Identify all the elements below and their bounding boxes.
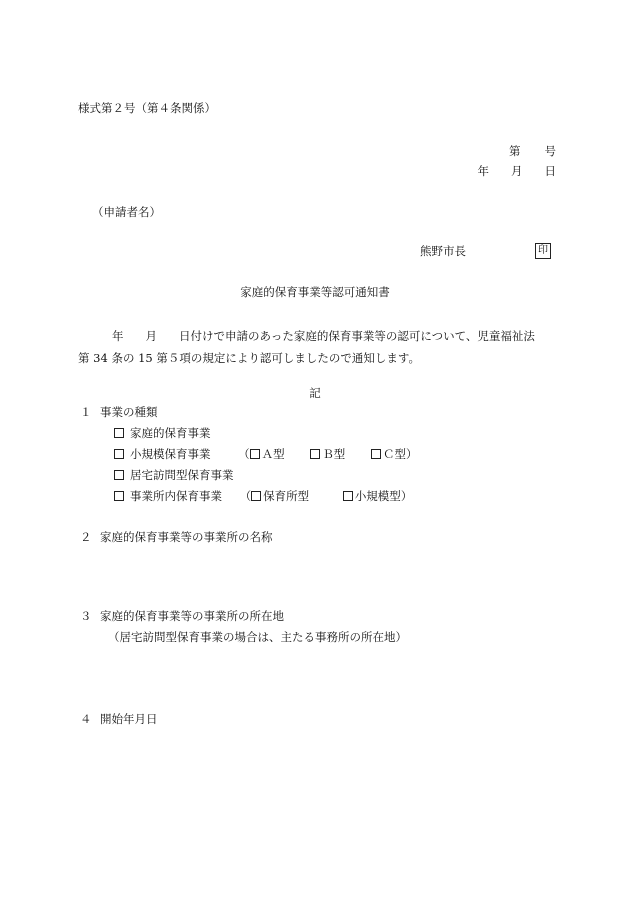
- section-3-note: （居宅訪問型保育事業の場合は、主たる事務所の所在地）: [108, 630, 407, 644]
- paren-close: ）: [400, 489, 413, 503]
- checkbox-family-daycare[interactable]: [114, 428, 124, 438]
- option-workplace-label: 事業所内保育事業: [130, 489, 222, 503]
- section-2-number: ２: [80, 530, 92, 544]
- paren-open: （: [238, 447, 250, 461]
- option-small-scale-label: 小規模保育事業: [130, 447, 211, 461]
- doc-number-prefix: 第: [509, 144, 521, 158]
- option-family-daycare: [114, 428, 211, 440]
- section-3-heading: [80, 611, 284, 623]
- issuer-row: [420, 244, 548, 258]
- issue-date: [456, 166, 557, 178]
- document-title: 家庭的保育事業等認可通知書: [240, 285, 390, 299]
- checkbox-small-scale-daycare[interactable]: [114, 449, 124, 459]
- checkbox-type-c[interactable]: [371, 449, 381, 459]
- checkbox-nursery-type[interactable]: [251, 491, 261, 501]
- doc-number-suffix: 号: [544, 144, 556, 158]
- option-family-daycare-label: 家庭的保育事業: [130, 426, 211, 440]
- document-number: [485, 146, 556, 158]
- type-b-label: Ｂ型: [322, 447, 346, 461]
- section-3-title: 家庭的保育事業等の事業所の所在地: [100, 609, 284, 623]
- section-4-number: ４: [80, 712, 92, 726]
- date-year: 年: [477, 164, 489, 178]
- issuer-name: 熊野市長: [420, 244, 466, 258]
- paren-open: （: [239, 489, 252, 503]
- body-text: [78, 325, 535, 369]
- body-line1-rest: 日付けで申請のあった家庭的保育事業等の認可について、児童福祉法: [179, 329, 535, 343]
- type-c-label: Ｃ型: [382, 447, 406, 461]
- date-day: 日: [544, 164, 556, 178]
- body-line-1: [78, 325, 535, 347]
- option-home-visit-label: 居宅訪問型保育事業: [130, 468, 234, 482]
- checkbox-type-a[interactable]: [250, 449, 260, 459]
- section-2-title: 家庭的保育事業等の事業所の名称: [100, 530, 273, 544]
- section-1-number: １: [80, 405, 92, 419]
- option-home-visit-daycare: [114, 470, 234, 482]
- section-1-heading: [80, 407, 158, 419]
- section-4-heading: [80, 714, 158, 726]
- form-number: 様式第２号（第４条関係）: [78, 101, 216, 115]
- paren-close: ）: [405, 447, 418, 461]
- seal-mark: 印: [535, 243, 551, 259]
- option-workplace-daycare: [114, 491, 412, 503]
- checkbox-type-b[interactable]: [310, 449, 320, 459]
- section-3-number: ３: [80, 609, 92, 623]
- small-type-label: 小規模型: [354, 489, 401, 503]
- body-month: 月: [145, 329, 157, 343]
- ki-heading: 記: [309, 386, 321, 400]
- section-1-title: 事業の種類: [100, 405, 158, 419]
- type-a-label: Ａ型: [261, 447, 285, 461]
- applicant-label: （申請者名）: [92, 205, 161, 219]
- body-line-2: 第 34 条の 15 第５項の規定により認可しましたので通知します。: [78, 351, 420, 365]
- section-2-heading: [80, 532, 273, 544]
- checkbox-small-type[interactable]: [343, 491, 353, 501]
- section-4-title: 開始年月日: [100, 712, 158, 726]
- date-month: 月: [511, 164, 523, 178]
- option-small-scale-daycare: [114, 449, 417, 461]
- body-year: 年: [112, 329, 124, 343]
- checkbox-home-visit-daycare[interactable]: [114, 470, 124, 480]
- nursery-type-label: 保育所型: [263, 489, 310, 503]
- checkbox-workplace-daycare[interactable]: [114, 491, 124, 501]
